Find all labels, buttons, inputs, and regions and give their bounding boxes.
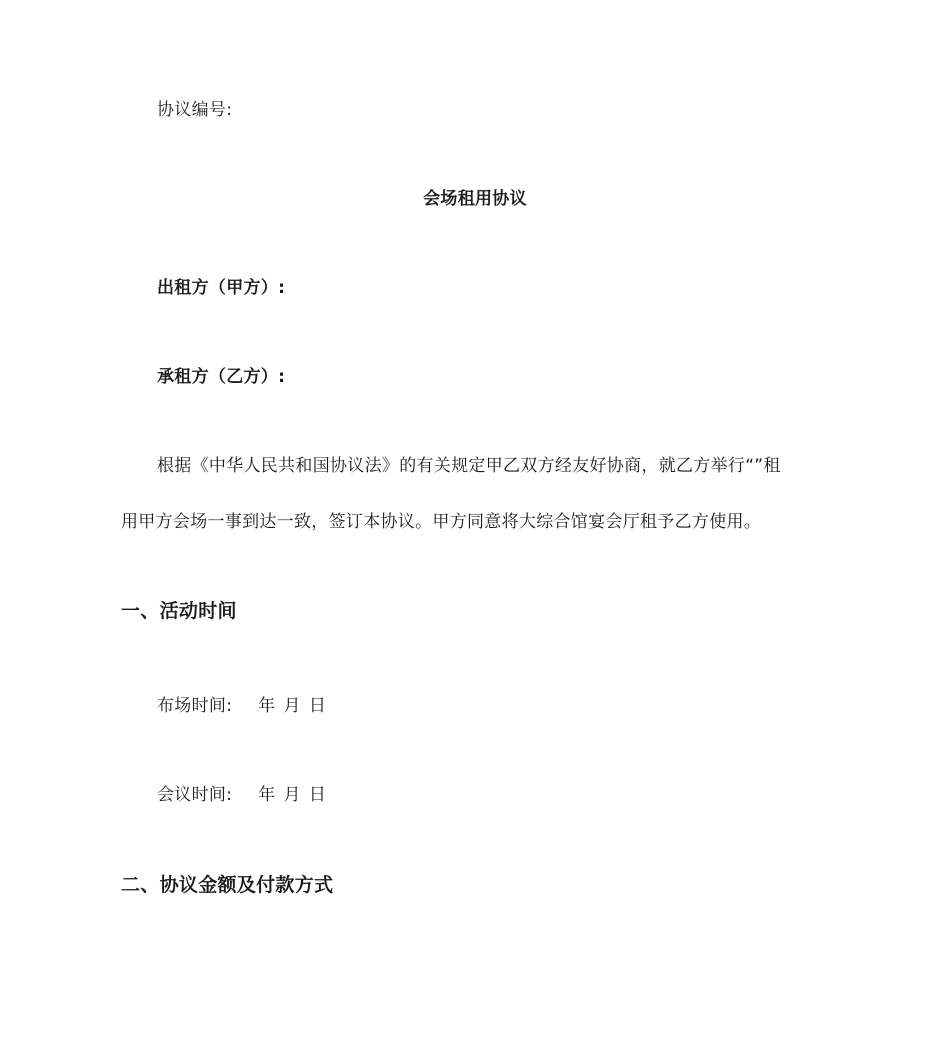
setup-time-row bbox=[157, 694, 326, 718]
setup-month-unit: 月 bbox=[283, 696, 301, 716]
section-2-heading: 二、协议金额及付款方式 bbox=[121, 874, 334, 896]
meeting-time-row bbox=[157, 783, 326, 807]
setup-year-unit: 年 bbox=[258, 696, 276, 716]
intro-paragraph-line-1: 根据《中华人民共和国协议法》的有关规定甲乙双方经友好协商，就乙方举行“”租 bbox=[157, 456, 781, 476]
meeting-year-unit: 年 bbox=[258, 785, 276, 805]
document-title: 会场租用协议 bbox=[423, 189, 527, 209]
party-b-label: 承租方（乙方）: bbox=[157, 367, 286, 387]
meeting-time-label: 会议时间: bbox=[157, 785, 233, 805]
meeting-month-unit: 月 bbox=[283, 785, 301, 805]
meeting-day-unit: 日 bbox=[308, 785, 327, 805]
section-1-heading: 一、活动时间 bbox=[121, 600, 237, 622]
setup-time-label: 布场时间: bbox=[157, 696, 233, 716]
setup-day-unit: 日 bbox=[308, 696, 327, 716]
party-a-label: 出租方（甲方）: bbox=[157, 278, 286, 298]
intro-paragraph-line-2: 用甲方会场一事到达一致，签订本协议。甲方同意将大综合馆宴会厅租予乙方使用。 bbox=[121, 512, 762, 532]
agreement-number-label: 协议编号: bbox=[157, 100, 233, 120]
